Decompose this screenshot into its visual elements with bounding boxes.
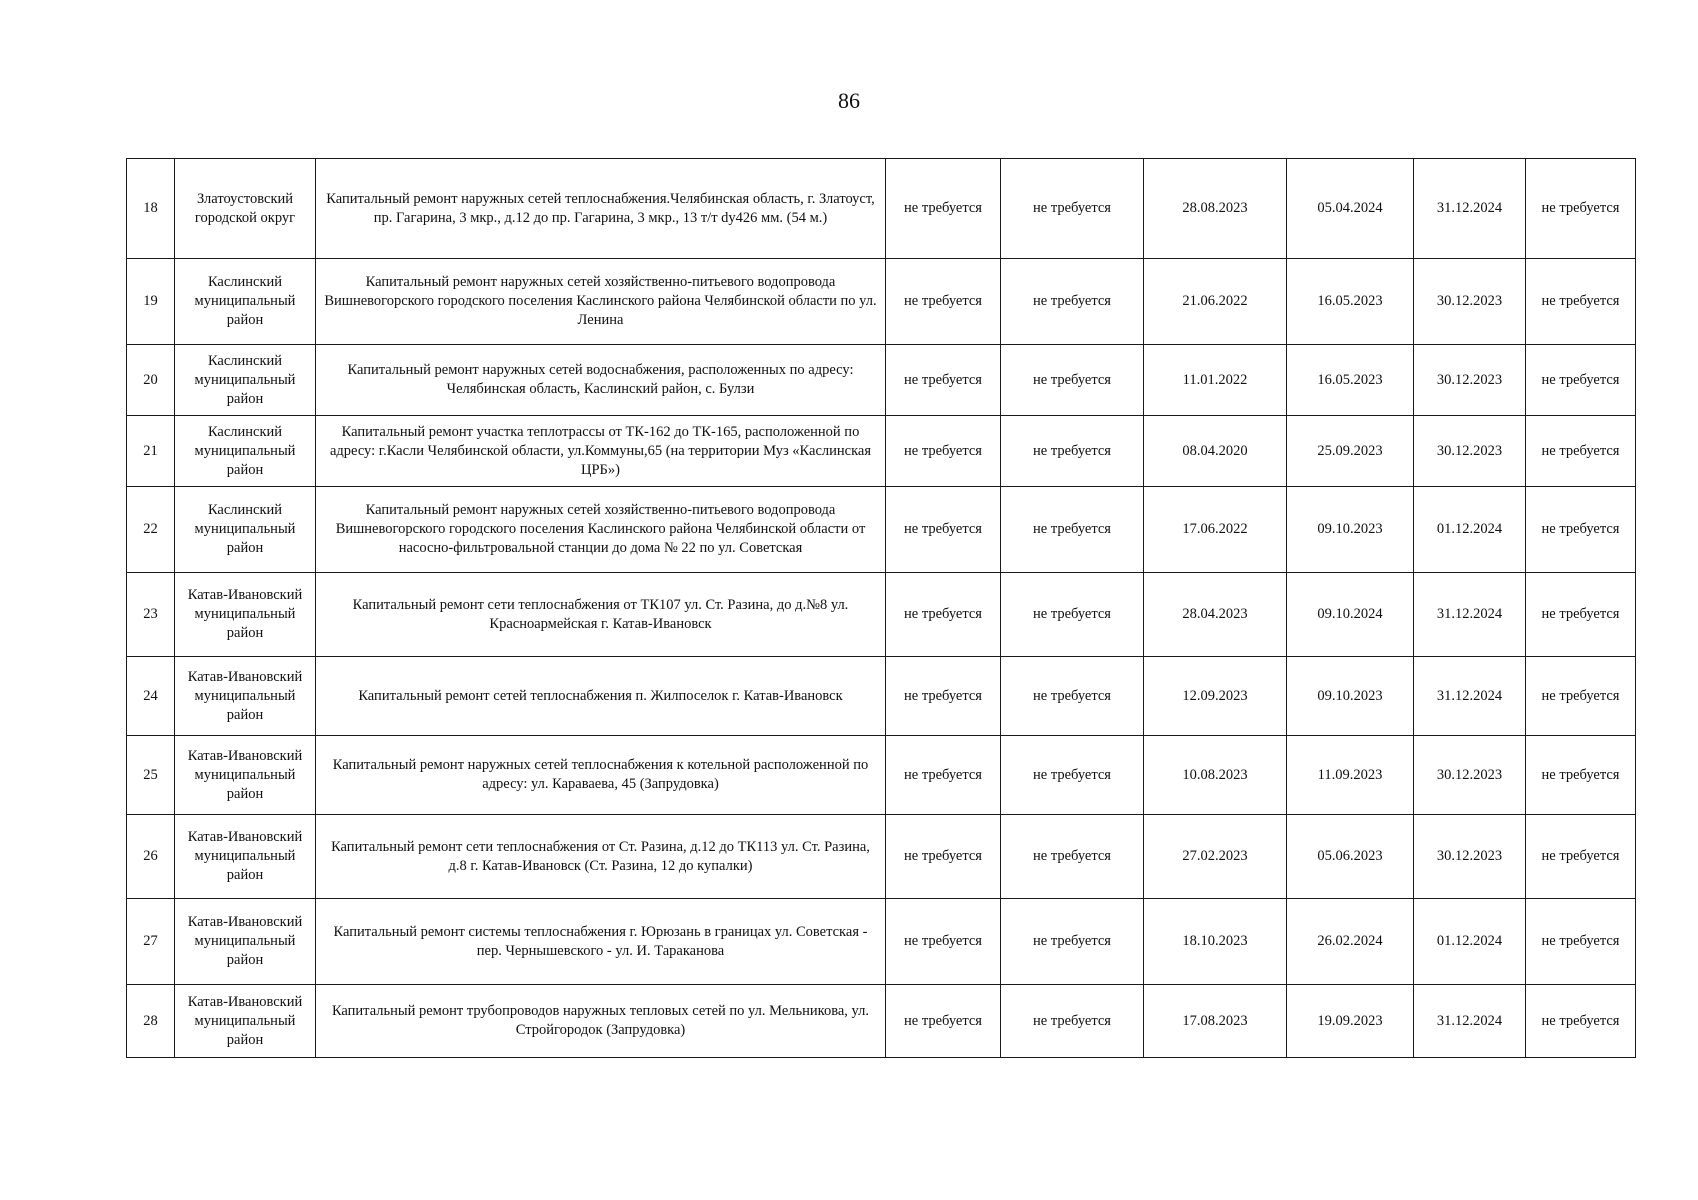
municipality-cell: Катав-Ивановский муниципальный район xyxy=(175,815,316,899)
requirement-cell: не требуется xyxy=(1001,259,1144,345)
requirement-cell: не требуется xyxy=(1526,815,1636,899)
requirement-cell: не требуется xyxy=(1526,159,1636,259)
row-number-cell: 18 xyxy=(127,159,175,259)
work-description-cell: Капитальный ремонт наружных сетей водоснабжения, расположенных по адресу: Челябинская область, Каслинский район, с. Булзи xyxy=(316,345,886,416)
work-description-cell: Капитальный ремонт трубопроводов наружных тепловых сетей по ул. Мельникова, ул. Стройгородок (Запрудовка) xyxy=(316,985,886,1058)
requirement-cell: не требуется xyxy=(886,345,1001,416)
work-description-cell: Капитальный ремонт участка теплотрассы от ТК-162 до ТК-165, расположенной по адресу: г.Касли Челябинской области, ул.Коммуны,65 (на территории Муз «Каслинская ЦРБ») xyxy=(316,416,886,487)
requirement-cell: не требуется xyxy=(1001,345,1144,416)
table-row xyxy=(127,345,1636,416)
table-row xyxy=(127,736,1636,815)
row-number-cell: 20 xyxy=(127,345,175,416)
work-description-cell: Капитальный ремонт наружных сетей теплоснабжения к котельной расположенной по адресу: ул. Караваева, 45 (Запрудовка) xyxy=(316,736,886,815)
table-row xyxy=(127,985,1636,1058)
municipality-cell: Каслинский муниципальный район xyxy=(175,345,316,416)
row-number-cell: 28 xyxy=(127,985,175,1058)
table-row xyxy=(127,259,1636,345)
requirement-cell: не требуется xyxy=(1526,985,1636,1058)
requirement-cell: не требуется xyxy=(886,259,1001,345)
requirement-cell: не требуется xyxy=(886,416,1001,487)
date-cell: 11.01.2022 xyxy=(1144,345,1287,416)
table-row xyxy=(127,657,1636,736)
municipality-cell: Катав-Ивановский муниципальный район xyxy=(175,899,316,985)
requirement-cell: не требуется xyxy=(1001,985,1144,1058)
municipality-cell: Катав-Ивановский муниципальный район xyxy=(175,985,316,1058)
date-cell: 28.08.2023 xyxy=(1144,159,1287,259)
date-cell: 25.09.2023 xyxy=(1287,416,1414,487)
date-cell: 09.10.2024 xyxy=(1287,573,1414,657)
requirement-cell: не требуется xyxy=(886,657,1001,736)
row-number-cell: 27 xyxy=(127,899,175,985)
requirement-cell: не требуется xyxy=(1526,899,1636,985)
work-description-cell: Капитальный ремонт наружных сетей теплоснабжения.Челябинская область, г. Златоуст, пр. Гагарина, 3 мкр., д.12 до пр. Гагарина, 3 мкр., 13 т/т dy426 мм. (54 м.) xyxy=(316,159,886,259)
row-number-cell: 22 xyxy=(127,487,175,573)
date-cell: 12.09.2023 xyxy=(1144,657,1287,736)
requirement-cell: не требуется xyxy=(1526,345,1636,416)
requirement-cell: не требуется xyxy=(886,159,1001,259)
date-cell: 27.02.2023 xyxy=(1144,815,1287,899)
requirement-cell: не требуется xyxy=(1001,657,1144,736)
row-number-cell: 25 xyxy=(127,736,175,815)
date-cell: 08.04.2020 xyxy=(1144,416,1287,487)
municipality-cell: Каслинский муниципальный район xyxy=(175,416,316,487)
date-cell: 17.08.2023 xyxy=(1144,985,1287,1058)
table-body xyxy=(127,159,1636,1058)
requirement-cell: не требуется xyxy=(1001,487,1144,573)
date-cell: 28.04.2023 xyxy=(1144,573,1287,657)
municipality-cell: Каслинский муниципальный район xyxy=(175,487,316,573)
date-cell: 30.12.2023 xyxy=(1414,259,1526,345)
date-cell: 30.12.2023 xyxy=(1414,345,1526,416)
date-cell: 30.12.2023 xyxy=(1414,815,1526,899)
row-number-cell: 23 xyxy=(127,573,175,657)
requirement-cell: не требуется xyxy=(1526,487,1636,573)
work-description-cell: Капитальный ремонт наружных сетей хозяйственно-питьевого водопровода Вишневогорского городского поселения Каслинского района Челябинской области от насосно-фильтровальной станции до дома № 22 по ул. Советская xyxy=(316,487,886,573)
works-table xyxy=(126,158,1636,1058)
date-cell: 19.09.2023 xyxy=(1287,985,1414,1058)
row-number-cell: 26 xyxy=(127,815,175,899)
date-cell: 01.12.2024 xyxy=(1414,487,1526,573)
requirement-cell: не требуется xyxy=(886,985,1001,1058)
requirement-cell: не требуется xyxy=(1526,573,1636,657)
row-number-cell: 24 xyxy=(127,657,175,736)
date-cell: 01.12.2024 xyxy=(1414,899,1526,985)
work-description-cell: Капитальный ремонт сетей теплоснабжения п. Жилпоселок г. Катав-Ивановск xyxy=(316,657,886,736)
requirement-cell: не требуется xyxy=(1526,736,1636,815)
table-row xyxy=(127,573,1636,657)
requirement-cell: не требуется xyxy=(1526,259,1636,345)
requirement-cell: не требуется xyxy=(1001,899,1144,985)
date-cell: 10.08.2023 xyxy=(1144,736,1287,815)
requirement-cell: не требуется xyxy=(886,736,1001,815)
date-cell: 31.12.2024 xyxy=(1414,657,1526,736)
requirement-cell: не требуется xyxy=(1001,573,1144,657)
requirement-cell: не требуется xyxy=(1001,815,1144,899)
table-row xyxy=(127,815,1636,899)
date-cell: 09.10.2023 xyxy=(1287,487,1414,573)
date-cell: 09.10.2023 xyxy=(1287,657,1414,736)
table-row xyxy=(127,159,1636,259)
date-cell: 21.06.2022 xyxy=(1144,259,1287,345)
requirement-cell: не требуется xyxy=(1001,159,1144,259)
row-number-cell: 19 xyxy=(127,259,175,345)
work-description-cell: Капитальный ремонт сети теплоснабжения от ТК107 ул. Ст. Разина, до д.№8 ул. Красноармейская г. Катав-Ивановск xyxy=(316,573,886,657)
date-cell: 31.12.2024 xyxy=(1414,985,1526,1058)
date-cell: 18.10.2023 xyxy=(1144,899,1287,985)
municipality-cell: Катав-Ивановский муниципальный район xyxy=(175,573,316,657)
requirement-cell: не требуется xyxy=(886,573,1001,657)
date-cell: 26.02.2024 xyxy=(1287,899,1414,985)
requirement-cell: не требуется xyxy=(1001,416,1144,487)
date-cell: 11.09.2023 xyxy=(1287,736,1414,815)
table-row xyxy=(127,899,1636,985)
date-cell: 17.06.2022 xyxy=(1144,487,1287,573)
date-cell: 16.05.2023 xyxy=(1287,345,1414,416)
municipality-cell: Катав-Ивановский муниципальный район xyxy=(175,657,316,736)
requirement-cell: не требуется xyxy=(886,487,1001,573)
requirement-cell: не требуется xyxy=(886,899,1001,985)
date-cell: 16.05.2023 xyxy=(1287,259,1414,345)
municipality-cell: Катав-Ивановский муниципальный район xyxy=(175,736,316,815)
municipality-cell: Каслинский муниципальный район xyxy=(175,259,316,345)
date-cell: 31.12.2024 xyxy=(1414,159,1526,259)
date-cell: 30.12.2023 xyxy=(1414,416,1526,487)
requirement-cell: не требуется xyxy=(1526,657,1636,736)
work-description-cell: Капитальный ремонт наружных сетей хозяйственно-питьевого водопровода Вишневогорского городского поселения Каслинского района Челябинской области по ул. Ленина xyxy=(316,259,886,345)
row-number-cell: 21 xyxy=(127,416,175,487)
table-row xyxy=(127,416,1636,487)
requirement-cell: не требуется xyxy=(1526,416,1636,487)
work-description-cell: Капитальный ремонт системы теплоснабжения г. Юрюзань в границах ул. Советская - пер. Чернышевского - ул. И. Тараканова xyxy=(316,899,886,985)
page-number: 86 xyxy=(838,88,860,113)
table-row xyxy=(127,487,1636,573)
date-cell: 30.12.2023 xyxy=(1414,736,1526,815)
requirement-cell: не требуется xyxy=(886,815,1001,899)
date-cell: 31.12.2024 xyxy=(1414,573,1526,657)
work-description-cell: Капитальный ремонт сети теплоснабжения от Ст. Разина, д.12 до ТК113 ул. Ст. Разина, д.8 г. Катав-Ивановск (Ст. Разина, 12 до купалки) xyxy=(316,815,886,899)
date-cell: 05.04.2024 xyxy=(1287,159,1414,259)
requirement-cell: не требуется xyxy=(1001,736,1144,815)
municipality-cell: Златоустовский городской округ xyxy=(175,159,316,259)
date-cell: 05.06.2023 xyxy=(1287,815,1414,899)
